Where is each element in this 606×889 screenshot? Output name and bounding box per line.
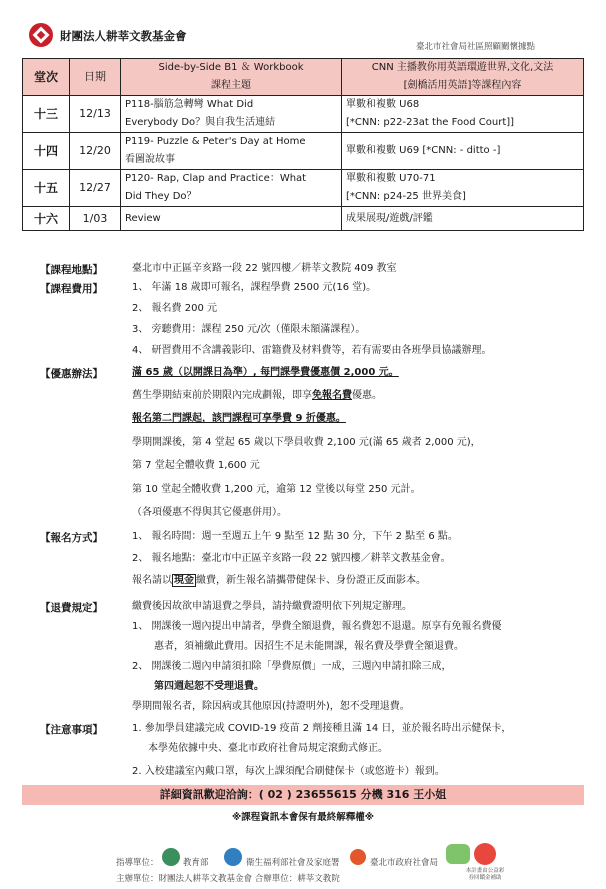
refund-line: 1、 開課後一週內提出申請者，學費全額退費，報名費恕不退還。原享有免報名費優 [132,621,502,632]
topic-line: Did They Do？ [125,191,197,202]
header-date: 日期 [70,59,121,96]
fee-item: 4、 研習費用不含講義影印、雷籍費及材料費等，若有需要由各班學員協議辦理。 [132,345,492,356]
reserve-note: ※課程資訊本會保有最終解釋權※ [232,812,374,823]
lottery-logo-icon [474,843,496,865]
session-cell: 十四 [23,133,70,170]
table-row [23,207,584,231]
mohw-name: 衛生福利部社會及家庭署 [246,858,340,868]
cnn-cell [342,96,584,133]
date-cell: 12/20 [70,133,121,170]
returning-discount-post: 優惠。 [352,390,382,401]
session-cell: 十五 [23,170,70,207]
table-row [23,133,584,170]
table-header-row [23,59,584,96]
registration-label: 【報名方式】 [40,532,103,544]
topic-line: P120- Rap, Clap and Practice：What [125,173,307,184]
partner-logo-icon [446,844,470,864]
topic-line: P119- Puzzle & Peter's Day at Home [125,136,306,147]
contact-bar: 詳細資訊歡迎洽詢：( 02 ) 23655615 分機 316 王小姐 [22,785,584,805]
notice-line: 1. 參加學員建議完成 COVID-19 疫苗 2 劑接種且滿 14 日，並於報名時出示健保卡， [132,723,512,734]
topic-line: Everybody Do？與自我生活連結 [125,117,276,128]
payment-post: 繳費，新生報名請攜帶健保卡、身份證正反面影本。 [196,575,426,586]
topic-cell [121,133,342,170]
fees-label: 【課程費用】 [40,283,103,295]
cnn-cell [342,133,584,170]
header-cnn-line2: [劍橋活用英語]等課程內容 [403,80,522,91]
cnn-line: 單數和複數 U69 [*CNN: - ditto -] [346,145,501,156]
location-label: 【課程地點】 [40,264,103,276]
foundation-logo [28,22,54,48]
registration-payment [132,574,426,588]
cnn-cell [342,170,584,207]
notice-line: 本學苑依據中央、臺北市政府社會局規定滾動式修正。 [148,743,388,754]
returning-discount [132,389,382,403]
late-fee-line: 第 7 堂起全體收費 1,600 元 [132,460,260,471]
payment-pre: 報名請以 [132,575,172,586]
registration-time: 1、 報名時間：週一至週五上午 9 點至 12 點 30 分，下午 2 點至 6 點。 [132,531,458,542]
notice-line: 2. 入校建議室內戴口罩，每次上課須配合刷健保卡（或悠遊卡）報到。 [132,766,445,777]
date-cell: 12/27 [70,170,121,207]
topic-cell: Review [121,207,342,231]
notice-label: 【注意事項】 [40,724,103,736]
session-cell: 十六 [23,207,70,231]
header-cnn-line1: CNN 主播教你用英語環遊世界,文化,文法 [371,62,554,73]
schedule-table [22,58,584,231]
topic-cell [121,170,342,207]
topic-cell [121,96,342,133]
returning-discount-pre: 舊生學期結束前於期限內完成劃報，即享 [132,390,312,401]
topic-line: P118-腦筋急轉彎 What Did [125,99,254,110]
cnn-cell: 成果展現/遊戲/評鑑 [342,207,584,231]
refund-line: 第四週起恕不受理退費。 [154,681,264,692]
topic-line: 看圖說故事 [125,154,175,165]
moe-name: 教育部 [183,858,209,868]
organization-name: 財團法人耕莘文教基金會 [60,29,187,43]
guide-label: 指導單位： [116,858,159,868]
table-row [23,96,584,133]
senior-discount: 滿 65 歲（以開課日為準）, 每門課學費優惠價 2,000 元。 [132,367,399,378]
cnn-line: 單數和複數 U68 [346,99,420,110]
refund-label: 【退費規定】 [40,602,103,614]
header-cnn [342,59,584,96]
header-topic-line2: 課程主題 [211,80,251,91]
second-course-discount: 報名第二門課起，該門課程可享學費 9 折優惠。 [132,413,346,424]
location-text: 臺北市中正區辛亥路一段 22 號四樓／耕莘文教院 409 教室 [132,263,397,274]
waived-fee-text: 免報名費 [312,390,352,401]
cnn-line: [*CNN: p24-25 世界美食] [346,191,466,202]
late-fee-line: 第 10 堂起全體收費 1,200 元，逾第 12 堂後以每堂 250 元計。 [132,484,421,495]
refund-line: 2、 開課後二週內申請須扣除「學費原價」一成，三週內申請扣除三成， [132,661,452,672]
discount-note: （各項優惠不得與其它優惠併用）。 [132,507,287,518]
header-session: 堂次 [23,59,70,96]
header-topic-line1: Side-by-Side B1 ＆ Workbook [158,62,304,73]
cnn-line: 單數和複數 U70-71 [346,173,436,184]
taipei-logo-icon [350,849,366,865]
cnn-line: [*CNN: p22-23at the Food Court]] [346,117,515,128]
late-fee-line: 學期開課後，第 4 堂起 65 歲以下學員收費 2,100 元(滿 65 歲者 2,000 元)， [132,437,481,448]
discount-label: 【優惠辦法】 [40,368,103,380]
fee-item: 1、 年滿 18 歲即可報名，課程學費 2500 元(16 堂)。 [132,282,377,293]
taipei-name: 臺北市政府社會局 [370,858,439,868]
registration-place: 2、 報名地點：臺北市中正區辛亥路一段 22 號四樓／耕莘文教基金會。 [132,553,451,564]
cash-text: 現金 [174,575,194,586]
refund-line: 學期間報名者，除因病或其他原因(持證明外)，恕不受理退費。 [132,701,410,712]
refund-line: 繳費後因故欲申請退費之學員，請持繳費證明依下列規定辦理。 [132,601,412,612]
host-line: 主辦單位：財團法人耕莘文教基金會 合辦單位：耕莘文教院 [116,874,340,884]
location-stamp: 臺北市社會局社區照顧關懷據點 [416,42,536,52]
mohw-logo-icon [224,848,242,866]
lottery-badge-text: 本計畫由公益彩券回饋金補助 [465,868,505,881]
session-cell: 十三 [23,96,70,133]
fee-item: 2、 報名費 200 元 [132,303,217,314]
date-cell: 12/13 [70,96,121,133]
header-topic [121,59,342,96]
date-cell: 1/03 [70,207,121,231]
fee-item: 3、 旁聽費用：課程 250 元/次（僅限未額滿課程）。 [132,324,366,335]
refund-line: 惠者，須補繳此費用。因招生不足未能開課，報名費及學費全額退費。 [154,641,464,652]
moe-logo-icon [162,848,180,866]
table-row [23,170,584,207]
